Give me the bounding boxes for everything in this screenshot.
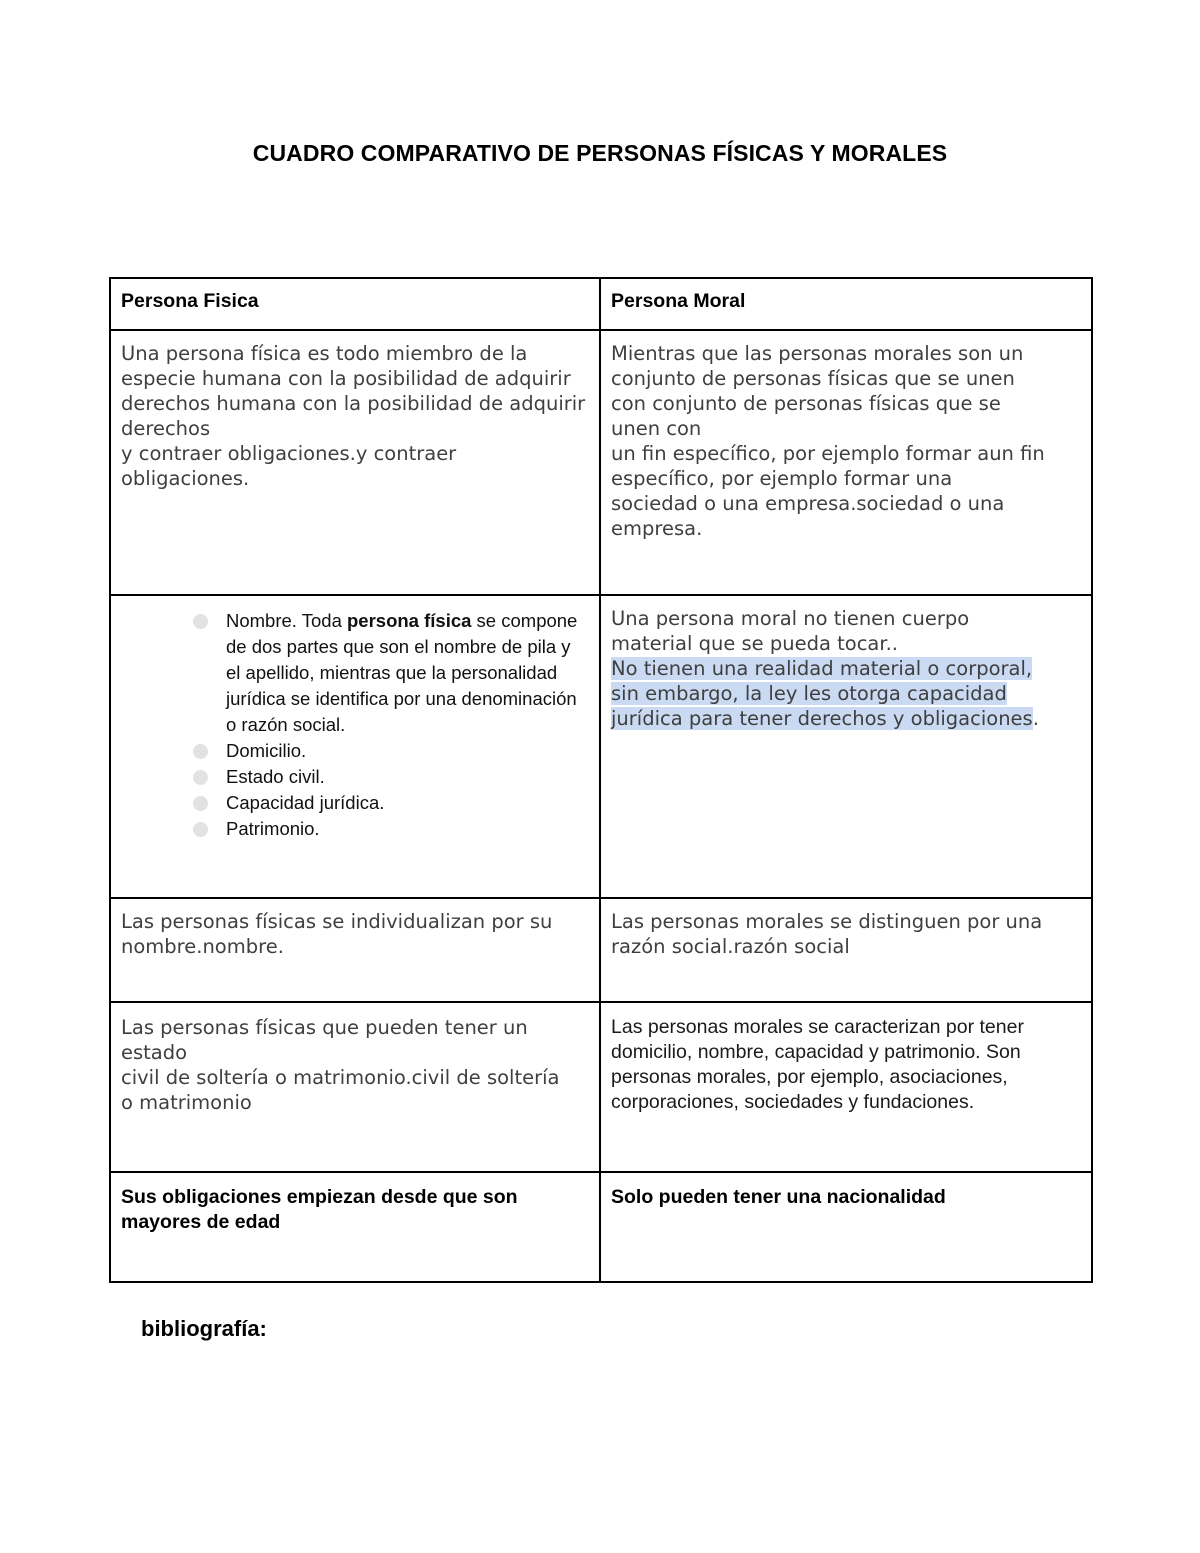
text-line: Las personas morales se distinguen por una — [611, 910, 1043, 933]
list-item-estado-civil — [185, 764, 589, 790]
text-selection[interactable]: No tienen una realidad material o corporal, — [611, 657, 1033, 680]
list-item-capacidad — [185, 790, 589, 816]
header-persona-fisica: Persona Fisica — [110, 278, 600, 330]
comparison-table — [109, 277, 1093, 1283]
bullet-icon — [193, 614, 208, 629]
cell-atributos-fisica — [110, 595, 600, 898]
text-line: especie humana con la posibilidad de adquirir — [121, 367, 571, 390]
table-row — [110, 898, 1092, 1002]
bibliography-label: bibliografía: — [141, 1316, 267, 1341]
text-line: Las personas físicas se individualizan por su — [121, 910, 553, 933]
text-line: unen con — [611, 417, 702, 440]
text-selection[interactable]: sin embargo, la ley les otorga capacidad — [611, 682, 1007, 705]
list-item-text: Capacidad jurídica. — [226, 792, 385, 813]
text-line: con conjunto de personas físicas que se — [611, 392, 1001, 415]
text-line: derechos humana con la posibilidad de adquirir — [121, 392, 586, 415]
bullet-icon — [193, 770, 208, 785]
text-line: o matrimonio — [121, 1091, 252, 1114]
text-line: Mientras que las personas morales son un — [611, 342, 1024, 365]
text-line: conjunto de personas físicas que se unen — [611, 367, 1015, 390]
list-item-patrimonio — [185, 816, 589, 842]
highlighted-text-line — [611, 656, 1081, 681]
cell-estado-civil-fisica — [110, 1002, 600, 1172]
table-row — [110, 1002, 1092, 1172]
list-item-bold-text: persona física — [347, 610, 472, 631]
table-row — [110, 1172, 1092, 1282]
text-line: Las personas físicas que pueden tener un — [121, 1016, 528, 1039]
list-item-text: se compone de dos partes que son el nombre de pila y el apellido, mientras que la personalidad jurídica se identifica por una denominación o razón social. — [226, 610, 578, 735]
highlighted-text-line — [611, 706, 1081, 731]
table-row — [110, 330, 1092, 595]
text-line: estado — [121, 1041, 188, 1064]
bullet-icon — [193, 822, 208, 837]
list-item-nombre — [185, 608, 589, 738]
bullet-icon — [193, 744, 208, 759]
page-title: CUADRO COMPARATIVO DE PERSONAS FÍSICAS Y MORALES — [252, 140, 948, 166]
cell-obligaciones-fisica: Sus obligaciones empiezan desde que son mayores de edad — [110, 1172, 600, 1282]
attributes-list — [121, 608, 589, 842]
text-line: un fin específico, por ejemplo formar aun fin — [611, 442, 1045, 465]
bullet-icon — [193, 796, 208, 811]
list-item-text: Estado civil. — [226, 766, 325, 787]
list-item-domicilio — [185, 738, 589, 764]
text-line: civil de soltería o matrimonio.civil de soltería — [121, 1066, 560, 1089]
text-line: derechos — [121, 417, 211, 440]
list-item-text: Nombre. Toda — [226, 610, 347, 631]
text-line: y contraer obligaciones.y contraer obligaciones. — [121, 442, 457, 490]
text-selection[interactable]: jurídica para tener derechos y obligaciones — [611, 707, 1033, 730]
list-item-text: Patrimonio. — [226, 818, 320, 839]
table-header-row — [110, 278, 1092, 330]
text-line: Una persona física es todo miembro de la — [121, 342, 528, 365]
header-persona-moral: Persona Moral — [600, 278, 1092, 330]
text-line: Una persona moral no tienen cuerpo — [611, 607, 970, 630]
cell-nacionalidad-moral: Solo pueden tener una nacionalidad — [600, 1172, 1092, 1282]
text-line: empresa. — [611, 517, 703, 540]
cell-definicion-fisica — [110, 330, 600, 595]
cell-individualizacion-moral — [600, 898, 1092, 1002]
text-line: material que se pueda tocar.. — [611, 632, 899, 655]
cell-atributos-moral — [600, 595, 1092, 898]
cell-individualizacion-fisica — [110, 898, 600, 1002]
table-row — [110, 595, 1092, 898]
text-line: específico, por ejemplo formar una — [611, 467, 953, 490]
list-item-text: Domicilio. — [226, 740, 307, 761]
cell-definicion-moral — [600, 330, 1092, 595]
cell-caracteristicas-moral: Las personas morales se caracterizan por tener domicilio, nombre, capacidad y patrimonio. Son personas morales, por ejemplo, asociaciones, corporaciones, sociedades y fundaciones. — [600, 1002, 1092, 1172]
text-line: sociedad o una empresa.sociedad o una — [611, 492, 1005, 515]
trailing-period: . — [1032, 707, 1039, 730]
highlighted-text-line — [611, 681, 1081, 706]
text-line: nombre.nombre. — [121, 935, 284, 958]
text-line: razón social.razón social — [611, 935, 850, 958]
